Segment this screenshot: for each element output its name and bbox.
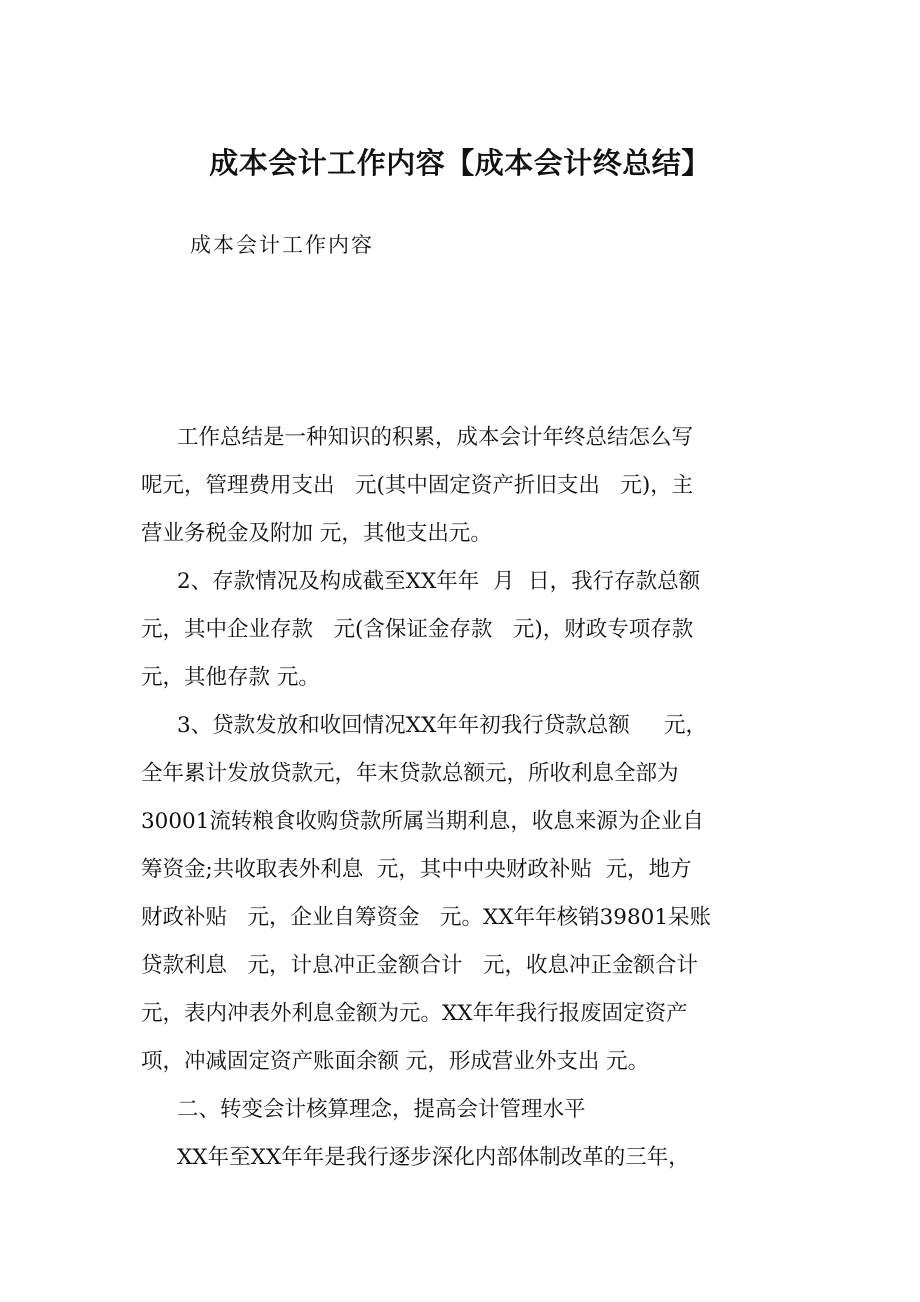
paragraph-line: 贷款利息 元，计息冲正金额合计 元，收息冲正金额合计 <box>141 953 699 978</box>
document-title: 成本会计工作内容【成本会计终总结】 <box>209 146 711 180</box>
paragraph-line: 财政补贴 元，企业自筹资金 元。XX年年核销39801呆账 <box>141 905 712 930</box>
section-heading: 二、转变会计核算理念，提高会计管理水平 <box>177 1097 586 1122</box>
paragraph-line: 工作总结是一种知识的积累，成本会计年终总结怎么写 <box>177 425 694 450</box>
paragraph-line: 30001流转粮食收购贷款所属当期利息，收息来源为企业自 <box>141 809 704 834</box>
paragraph-line: 元，其中企业存款 元(含保证金存款 元)，财政专项存款 <box>141 617 694 642</box>
paragraph-line: 项，冲减固定资产账面余额 元，形成营业外支出 元。 <box>141 1049 650 1074</box>
paragraph-line: 3、贷款发放和收回情况XX年年初我行贷款总额 元， <box>177 713 707 738</box>
paragraph-line: 营业务税金及附加 元，其他支出元。 <box>141 521 492 546</box>
paragraph-line: 呢元，管理费用支出 元(其中固定资产折旧支出 元)，主 <box>141 473 694 498</box>
paragraph-line: 全年累计发放贷款元，年末贷款总额元，所收利息全部为 <box>141 761 679 786</box>
paragraph-line: 2、存款情况及构成截至XX年年 月 日，我行存款总额 <box>177 569 701 594</box>
paragraph-line: 元，其他存款 元。 <box>141 665 320 690</box>
document-subtitle: 成本会计工作内容 <box>190 233 374 257</box>
paragraph-line: XX年至XX年年是我行逐步深化内部体制改革的三年， <box>177 1145 690 1170</box>
paragraph-line: 筹资金;共收取表外利息 元，其中中央财政补贴 元，地方 <box>141 857 692 882</box>
paragraph-line: 元，表内冲表外利息金额为元。XX年年我行报废固定资产 <box>141 1001 688 1026</box>
